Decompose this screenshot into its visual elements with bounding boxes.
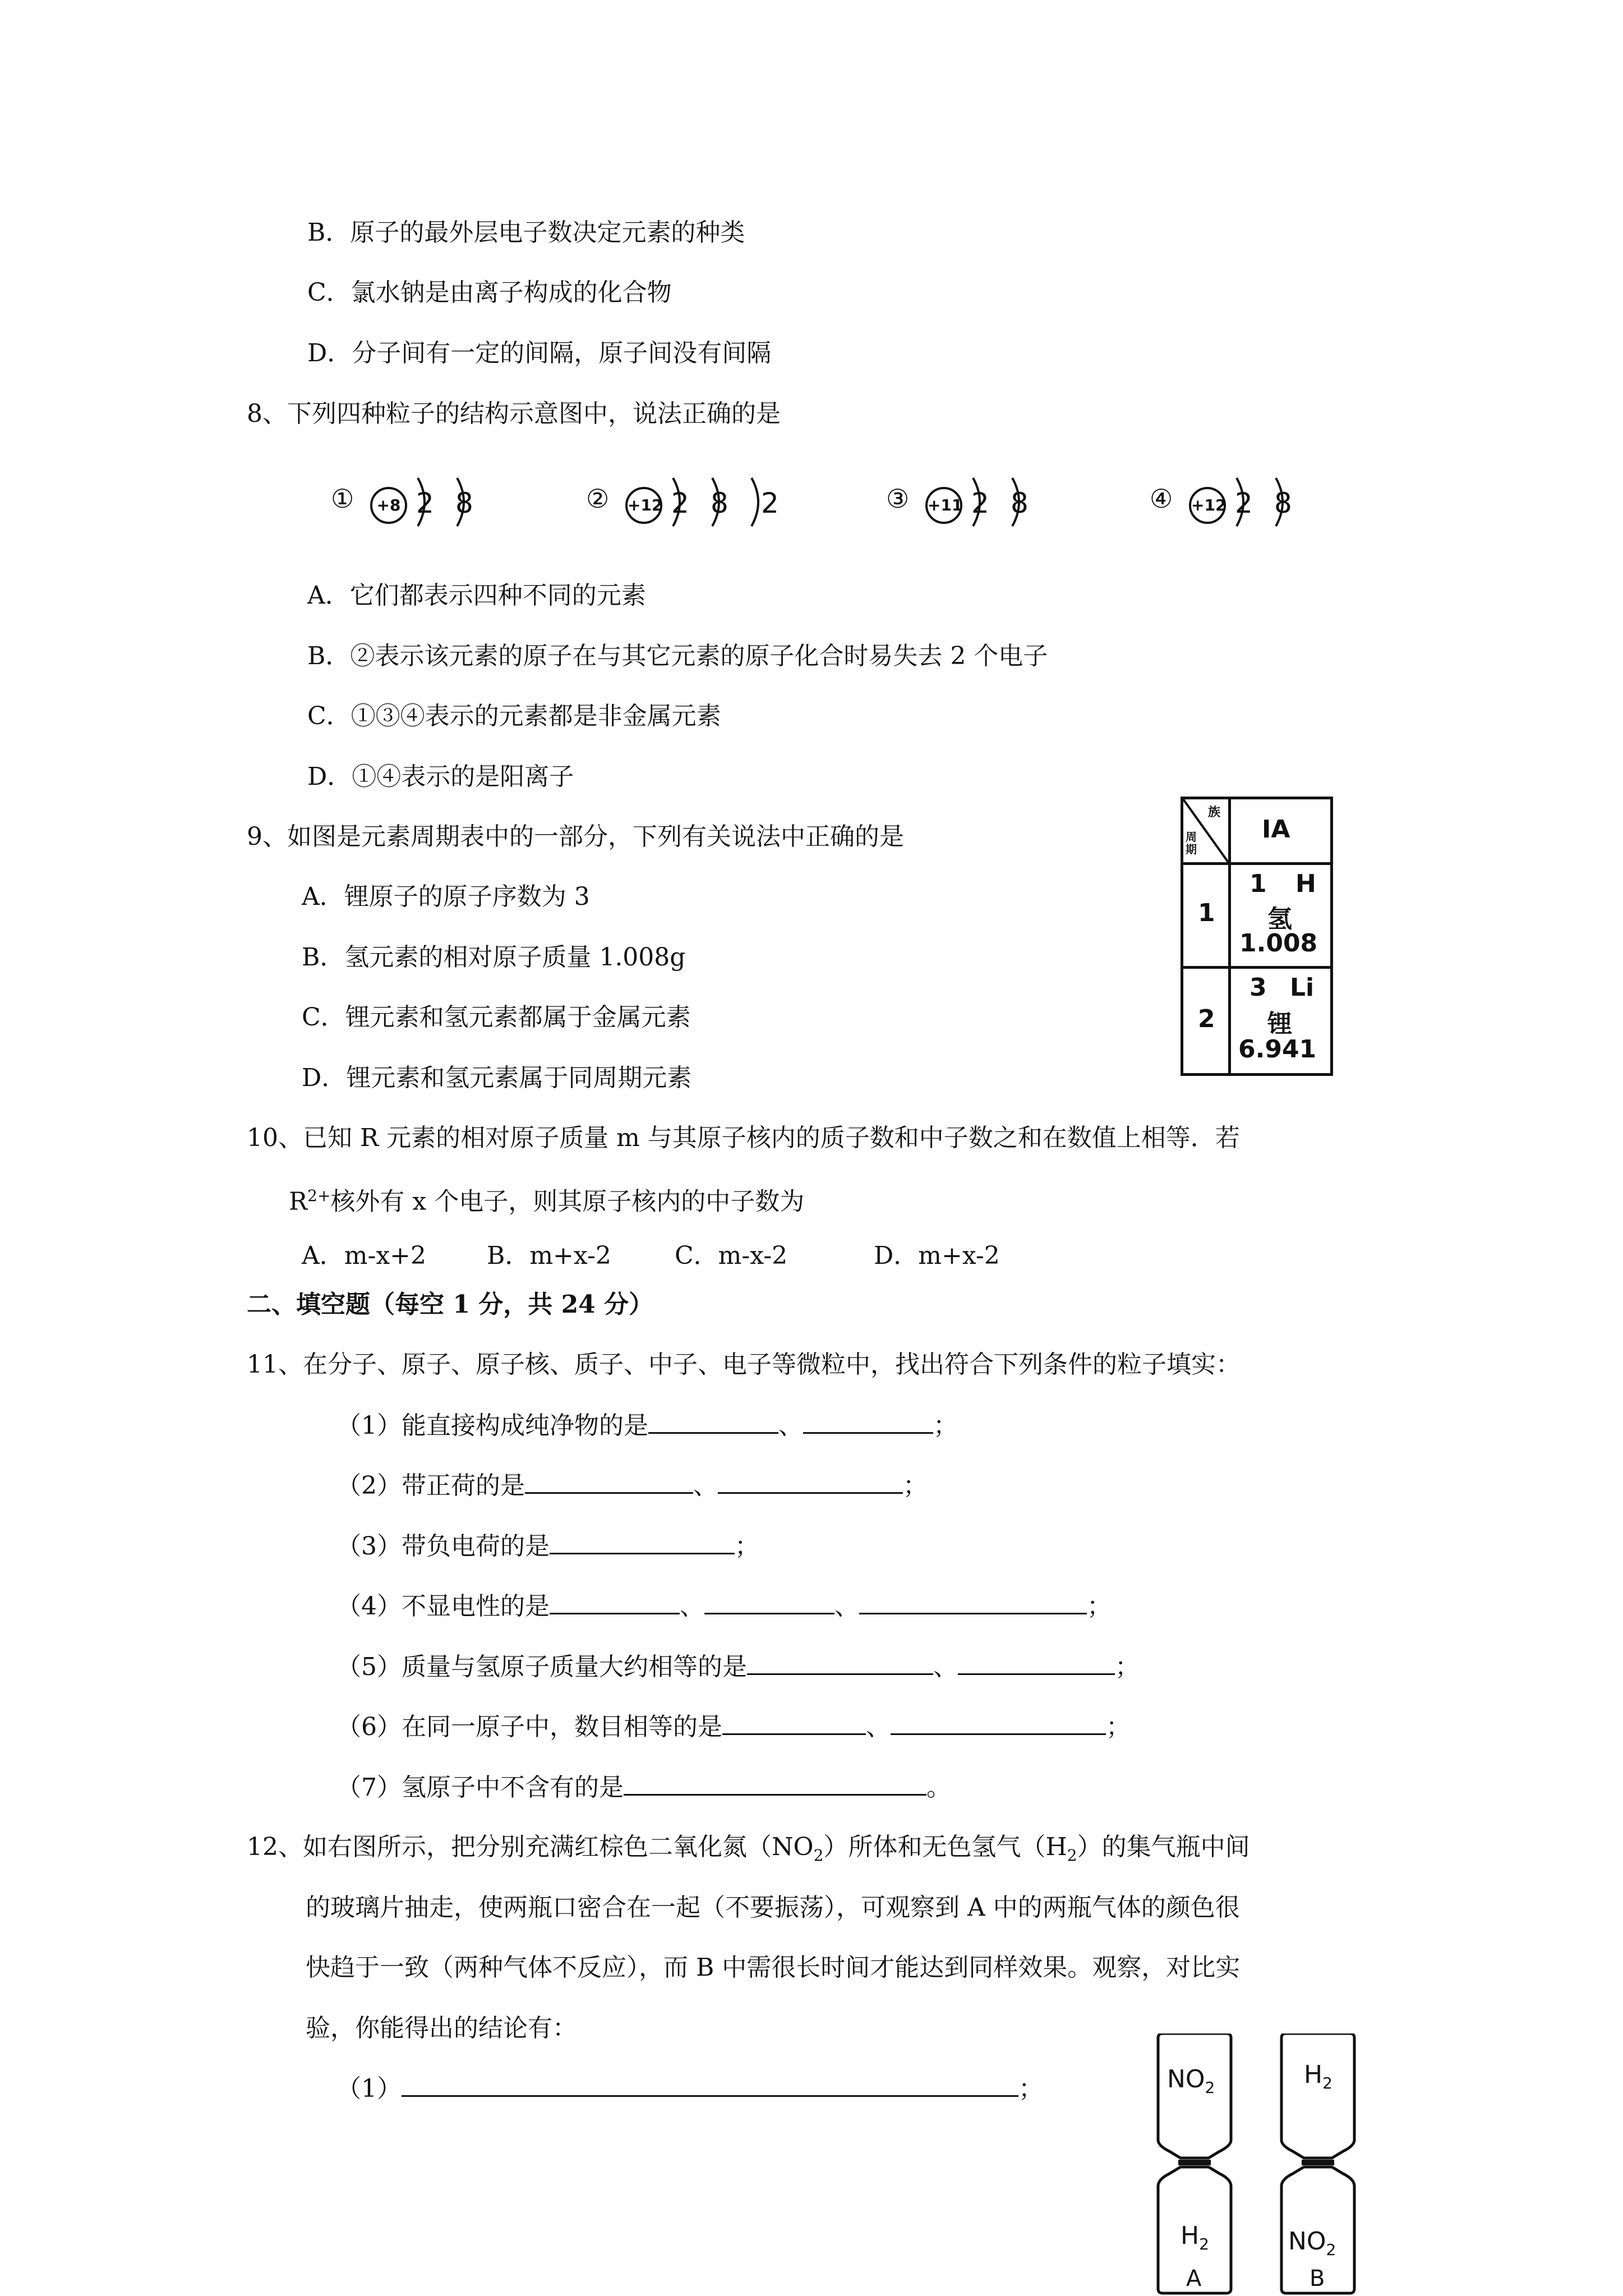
atom-diagram-1 (331, 471, 499, 533)
q11-item-text: （5）质量与氢原子质量大约相等的是 (336, 1653, 747, 1681)
element-symbol: H (1295, 869, 1316, 898)
atom-label: ② (586, 484, 610, 514)
q9-option-a: A．锂原子的原子序数为 3 (302, 882, 590, 911)
atom-diagram-4 (1150, 471, 1318, 533)
atom-label: ④ (1150, 484, 1173, 514)
period-number: 1 (1198, 899, 1215, 927)
answer-blank[interactable] (891, 1711, 1106, 1735)
semicolon: ； (1115, 1653, 1140, 1681)
answer-blank[interactable] (402, 2073, 1018, 2097)
subscript: 2 (1199, 2234, 1209, 2253)
atom-diagram-3 (886, 471, 1054, 533)
shell-electrons: 8 (1011, 487, 1029, 519)
atomic-mass: 1.008 (1239, 929, 1318, 958)
q12-text: ）的集气瓶中间 (1077, 1833, 1250, 1861)
semicolon: ； (903, 1471, 928, 1500)
q10-line-2-text: 核外有 x 个电子，则其原子核内的中子数为 (330, 1187, 805, 1216)
q11-item-3 (336, 1530, 759, 1562)
gas-formula: NO (1288, 2227, 1326, 2256)
q11-item-2 (336, 1470, 928, 1502)
separator: 、 (778, 1411, 803, 1440)
bottle-a-top-label (1167, 2065, 1215, 2097)
q8-option-d: D．①④表示的是阳离子 (307, 762, 574, 791)
table-header-row (1183, 799, 1330, 865)
subscript: 2 (1322, 2073, 1332, 2092)
semicolon: ； (1087, 1592, 1112, 1621)
atomic-number: 3 (1249, 973, 1267, 1002)
shell-electrons: 2 (1235, 487, 1253, 519)
q12-item-1 (336, 2073, 1043, 2105)
corner-label-period: 周期 (1186, 830, 1197, 856)
semicolon: ； (735, 1532, 759, 1561)
subscript: 2 (1205, 2078, 1215, 2097)
table-column-divider (1228, 799, 1231, 1073)
shell-electrons: 2 (416, 487, 434, 519)
element-name: 氢 (1267, 905, 1292, 933)
period-mark: 。 (926, 1773, 951, 1802)
element-symbol: Li (1290, 973, 1315, 1002)
answer-blank[interactable] (704, 1590, 834, 1614)
subscript: 2 (813, 1846, 824, 1865)
ion-charge: 2+ (307, 1186, 331, 1205)
table-row-period-1 (1183, 865, 1330, 969)
q10-line-2 (289, 1180, 804, 1218)
subscript: 2 (1326, 2240, 1336, 2259)
gas-formula: H (1181, 2221, 1200, 2250)
shell-electrons: 8 (1274, 487, 1292, 519)
q7-option-c: C．氯水钠是由离子构成的化合物 (307, 278, 672, 307)
semicolon: ； (933, 1411, 958, 1440)
q9-option-c: C．锂元素和氢元素都属于金属元素 (302, 1003, 691, 1032)
ion-symbol: R (289, 1187, 308, 1216)
atomic-number: 1 (1249, 869, 1267, 898)
atomic-mass: 6.941 (1238, 1035, 1317, 1064)
bottle-a-bottom-label (1181, 2221, 1209, 2253)
period-number: 2 (1198, 1005, 1215, 1033)
answer-blank[interactable] (859, 1590, 1087, 1614)
q7-option-b: B．原子的最外层电子数决定元素的种类 (307, 218, 745, 247)
subscript: 2 (1067, 1846, 1077, 1865)
element-name: 锂 (1267, 1010, 1292, 1038)
semicolon: ； (1018, 2074, 1043, 2103)
q12-item-text: （1） (336, 2074, 402, 2103)
shell-electrons: 2 (761, 487, 779, 519)
atom-label: ① (331, 484, 354, 514)
q8-stem: 8、下列四种粒子的结构示意图中，说法正确的是 (247, 399, 781, 428)
q11-stem: 11、在分子、原子、原子核、质子、中子、电子等微粒中，找出符合下列条件的粒子填实： (247, 1350, 1241, 1379)
separator: 、 (933, 1653, 958, 1681)
q9-option-d: D．锂元素和氢元素属于同周期元素 (302, 1064, 692, 1092)
group-header: IA (1262, 815, 1290, 844)
periodic-table-excerpt (1181, 797, 1333, 1076)
atom-nucleus: +8 (370, 487, 407, 524)
q12-text: ）所体和无色氢气（H (823, 1833, 1067, 1861)
q12-line-2: 的玻璃片抽走，使两瓶口密合在一起（不要振荡），可观察到 A 中的两瓶气体的颜色很 (306, 1893, 1240, 1922)
q8-option-c: C．①③④表示的元素都是非金属元素 (307, 702, 721, 730)
gas-formula: H (1304, 2060, 1323, 2089)
q12-text: 12、如右图所示，把分别充满红棕色二氧化氮（NO (247, 1833, 814, 1861)
shell-electrons: 2 (971, 487, 989, 519)
q11-item-text: （3）带负电荷的是 (336, 1532, 550, 1561)
q11-item-5 (336, 1651, 1140, 1683)
q11-item-7 (336, 1772, 951, 1803)
q11-item-text: （4）不显电性的是 (336, 1592, 550, 1621)
answer-blank[interactable] (747, 1651, 933, 1675)
answer-blank[interactable] (624, 1772, 926, 1796)
separator: 、 (834, 1592, 859, 1621)
q8-option-b: B．②表示该元素的原子在与其它元素的原子化合时易失去 2 个电子 (307, 642, 1048, 670)
answer-blank[interactable] (958, 1651, 1115, 1675)
q8-option-a: A．它们都表示四种不同的元素 (307, 581, 646, 610)
answer-blank[interactable] (722, 1711, 866, 1735)
separator: 、 (866, 1713, 891, 1741)
q10-option-a: A．m-x+2 (302, 1241, 427, 1270)
q11-item-1 (336, 1410, 958, 1442)
answer-blank[interactable] (718, 1470, 903, 1494)
q11-item-6 (336, 1711, 1131, 1743)
semicolon: ； (1106, 1713, 1131, 1741)
shell-electrons: 8 (711, 487, 728, 519)
atom-nucleus: +12 (1189, 487, 1226, 524)
bottle-b-bottom-label (1288, 2227, 1336, 2259)
shell-electrons: 2 (671, 487, 689, 519)
q10-option-b: B．m+x-2 (487, 1241, 611, 1270)
figure-label-a: A (1186, 2266, 1202, 2292)
section-heading: 二、填空题（每空 1 分，共 24 分） (247, 1290, 654, 1319)
separator: 、 (680, 1592, 704, 1621)
answer-blank[interactable] (803, 1410, 933, 1434)
answer-blank[interactable] (550, 1590, 680, 1614)
q11-item-text: （2）带正荷的是 (336, 1471, 525, 1500)
answer-blank[interactable] (525, 1470, 693, 1494)
q12-line-3: 快趋于一致（两种气体不反应），而 B 中需很长时间才能达到同样效果。观察，对比实 (306, 1953, 1241, 1982)
q12-line-4: 验，你能得出的结论有： (306, 2014, 577, 2042)
gas-bottles-figure (1147, 2033, 1371, 2296)
q10-option-c: C．m-x-2 (675, 1241, 788, 1270)
q11-item-text: （1）能直接构成纯净物的是 (336, 1411, 648, 1440)
q10-option-d: D．m+x-2 (874, 1241, 1000, 1270)
q9-stem: 9、如图是元素周期表中的一部分，下列有关说法中正确的是 (247, 822, 904, 851)
gas-formula: NO (1167, 2065, 1205, 2093)
answer-blank[interactable] (550, 1530, 735, 1554)
q11-item-text: （6）在同一原子中，数目相等的是 (336, 1713, 722, 1741)
q11-item-text: （7）氢原子中不含有的是 (336, 1773, 624, 1802)
bottle-b-top-label (1304, 2060, 1332, 2092)
atom-diagram-2 (586, 471, 799, 533)
figure-label-b: B (1310, 2266, 1325, 2292)
corner-label-group: 族 (1208, 806, 1221, 820)
q10-line-1: 10、已知 R 元素的相对原子质量 m 与其原子核内的质子数和中子数之和在数值上相等．若 (247, 1124, 1240, 1152)
shell-electrons: 8 (455, 487, 473, 519)
q12-line-1 (247, 1832, 1250, 1871)
atom-label: ③ (886, 484, 910, 514)
atom-nucleus: +12 (625, 487, 662, 524)
q11-item-4 (336, 1590, 1112, 1622)
q7-option-d: D．分子间有一定的间隔，原子间没有间隔 (307, 339, 772, 367)
atom-nucleus: +11 (925, 487, 962, 524)
separator: 、 (693, 1471, 718, 1500)
answer-blank[interactable] (648, 1410, 778, 1434)
table-row-period-2 (1183, 969, 1330, 1073)
q9-option-b: B．氢元素的相对原子质量 1.008g (302, 943, 686, 972)
